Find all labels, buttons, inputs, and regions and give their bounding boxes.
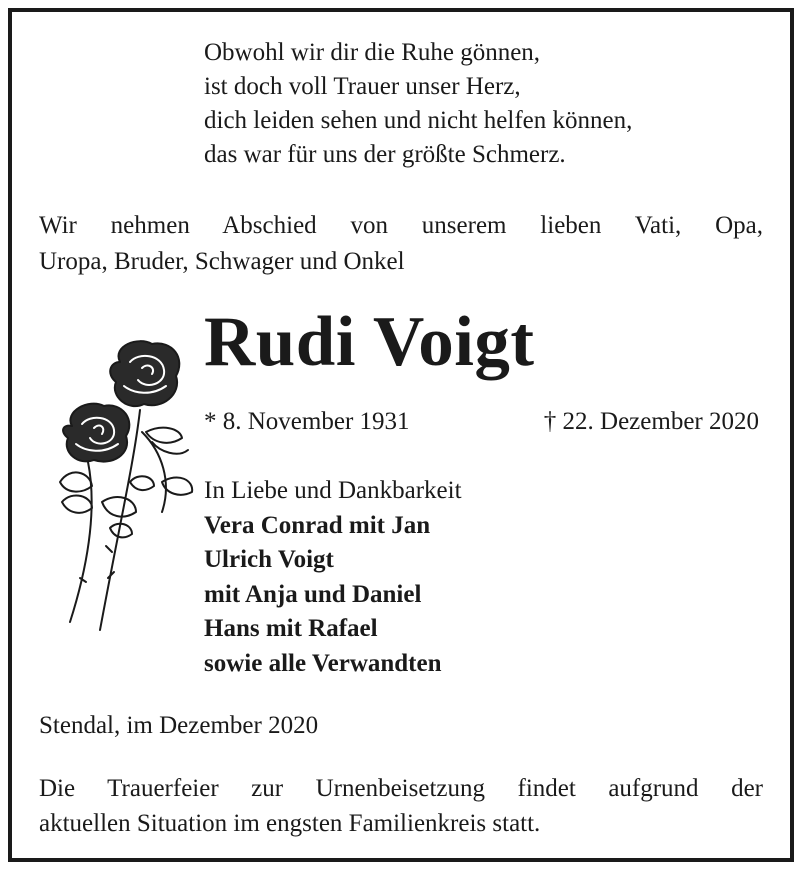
mourners [204, 474, 462, 681]
rose-leaf [146, 428, 182, 443]
death-date: † 22. Dezember 2020 [543, 408, 759, 435]
mourner-name: Ulrich Voigt [204, 546, 334, 573]
rose-illustration [42, 332, 202, 632]
mourner-name: mit Anja und Daniel [204, 580, 422, 608]
obituary-notice [8, 8, 794, 862]
funeral-note [39, 771, 763, 841]
rose-leaf [130, 476, 154, 490]
poem-line: ist doch voll Trauer unser Herz, [204, 73, 521, 100]
mourner-name: Vera Conrad mit Jan [204, 511, 431, 539]
funeral-note-line: aktuellen Situation im engsten Familienkreis statt. [39, 810, 541, 837]
funeral-note-line: Die Trauerfeier zur Urnenbeisetzung findet aufgrund der [39, 775, 763, 802]
mourner-name: sowie alle Verwandten [204, 649, 442, 677]
rose-leaf [102, 497, 136, 517]
mourner-name: Hans mit Rafael [204, 615, 378, 642]
farewell-intro-line: Wir nehmen Abschied von unserem lieben Vati, Opa, [39, 212, 763, 239]
farewell-intro [39, 208, 763, 280]
deceased-name: Rudi Voigt [204, 303, 535, 381]
rose-stem [70, 462, 92, 622]
rose-leaf [60, 472, 92, 491]
poem [204, 36, 632, 172]
poem-line: das war für uns der größte Schmerz. [204, 141, 566, 168]
poem-line: dich leiden sehen und nicht helfen können, [204, 107, 633, 134]
poem-line: Obwohl wir dir die Ruhe gönnen, [204, 39, 541, 66]
rose-leaf [62, 495, 92, 512]
place-and-date: Stendal, im Dezember 2020 [39, 712, 319, 739]
rose-flower-upper [110, 341, 179, 406]
mourners-intro: In Liebe und Dankbarkeit [204, 477, 462, 504]
rose-flower-lower [63, 404, 129, 462]
farewell-intro-line: Uropa, Bruder, Schwager und Onkel [39, 248, 405, 275]
birth-date: * 8. November 1931 [204, 408, 410, 435]
